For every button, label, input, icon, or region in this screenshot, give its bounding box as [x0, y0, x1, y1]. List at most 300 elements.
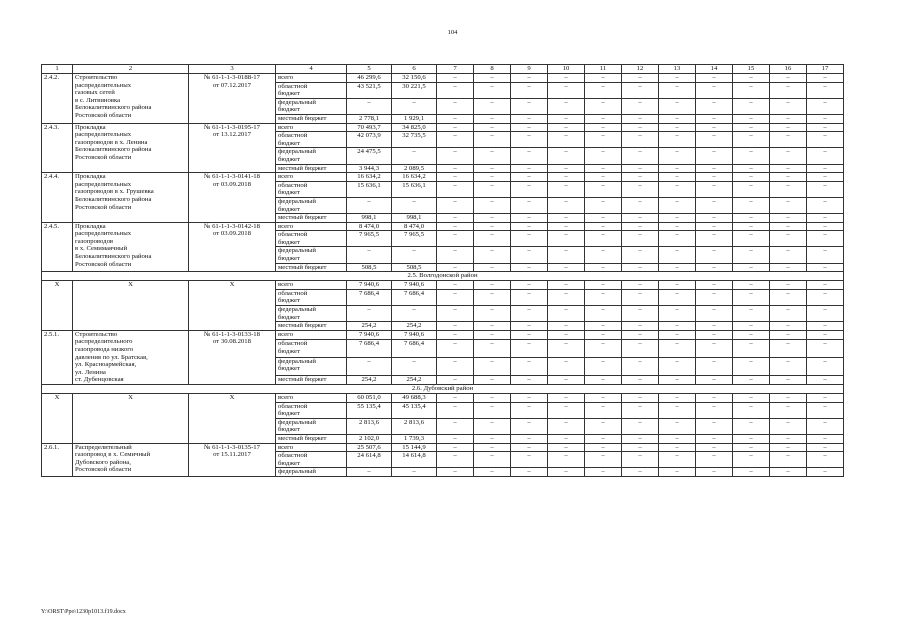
- value-col10: –: [548, 197, 585, 213]
- value-col7: –: [437, 322, 474, 331]
- funding-source-line: федеральный: [278, 247, 316, 255]
- funding-source-line: местный бюджет: [278, 434, 327, 442]
- item-number: 2.4.3.: [42, 123, 73, 173]
- value-col8: –: [474, 148, 511, 164]
- value-col5: 43 521,5: [347, 82, 392, 98]
- object-name-line: газопроводов в х. Ленина: [75, 138, 148, 146]
- value-col11: –: [585, 322, 622, 331]
- value-col9: –: [511, 98, 548, 114]
- value-col13: –: [659, 340, 696, 358]
- funding-source-line: областной: [278, 289, 308, 297]
- value-col9: –: [511, 402, 548, 418]
- object-name: [73, 173, 189, 223]
- value-col8: –: [474, 181, 511, 197]
- value-col9: –: [511, 82, 548, 98]
- value-col7: –: [437, 222, 474, 231]
- value-col8: –: [474, 82, 511, 98]
- value-col14: –: [696, 231, 733, 247]
- value-col12: –: [622, 340, 659, 358]
- value-col14: –: [696, 74, 733, 83]
- value-col5: 46 299,6: [347, 74, 392, 83]
- funding-source: [276, 357, 347, 375]
- object-name-line: Прокладка: [75, 123, 106, 131]
- value-col13: –: [659, 330, 696, 339]
- value-col6: –: [392, 468, 437, 477]
- value-col8: –: [474, 434, 511, 443]
- value-col7: –: [437, 330, 474, 339]
- value-col10: –: [548, 132, 585, 148]
- funding-source: [276, 393, 347, 402]
- funding-source-line: бюджет: [278, 106, 300, 114]
- object-name: [73, 222, 189, 272]
- table-row: [42, 281, 844, 290]
- value-col14: –: [696, 357, 733, 375]
- value-col11: –: [585, 247, 622, 263]
- value-col15: –: [733, 468, 770, 477]
- value-col10: –: [548, 263, 585, 272]
- value-col5: 7 940,6: [347, 281, 392, 290]
- object-name-line: Белокалитвинского района: [75, 104, 152, 112]
- table-row: [42, 74, 844, 83]
- value-col16: –: [770, 132, 807, 148]
- value-col8: –: [474, 222, 511, 231]
- value-col11: –: [585, 222, 622, 231]
- value-col17: –: [807, 306, 844, 322]
- value-col15: –: [733, 289, 770, 305]
- object-name-line: ул. Ленина: [75, 368, 106, 376]
- column-number: 12: [622, 65, 659, 74]
- value-col14: –: [696, 330, 733, 339]
- value-col14: –: [696, 214, 733, 223]
- value-col15: –: [733, 74, 770, 83]
- value-col9: –: [511, 173, 548, 182]
- funding-source: [276, 173, 347, 182]
- value-col10: –: [548, 98, 585, 114]
- value-col10: –: [548, 468, 585, 477]
- funding-source-line: местный бюджет: [278, 214, 327, 222]
- value-col12: –: [622, 263, 659, 272]
- value-col5: 60 051,0: [347, 393, 392, 402]
- value-col12: –: [622, 375, 659, 384]
- value-col5: 25 507,6: [347, 443, 392, 452]
- value-col6: 1 739,3: [392, 434, 437, 443]
- table-row: [42, 393, 844, 402]
- item-number: 2.4.4.: [42, 173, 73, 223]
- object-name-line: Строительство: [75, 74, 118, 81]
- object-name: [73, 281, 189, 331]
- value-col14: –: [696, 82, 733, 98]
- value-col6: –: [392, 197, 437, 213]
- value-col15: –: [733, 148, 770, 164]
- value-col15: –: [733, 164, 770, 173]
- value-col13: –: [659, 443, 696, 452]
- funding-source-line: местный бюджет: [278, 375, 327, 383]
- document-line: от 30.08.2018: [213, 338, 251, 346]
- value-col9: –: [511, 132, 548, 148]
- value-col9: –: [511, 330, 548, 339]
- value-col13: –: [659, 164, 696, 173]
- funding-source-line: местный бюджет: [278, 263, 327, 271]
- value-col6: 7 965,5: [392, 231, 437, 247]
- funding-source: [276, 322, 347, 331]
- funding-source: [276, 434, 347, 443]
- value-col15: –: [733, 443, 770, 452]
- value-col10: –: [548, 340, 585, 358]
- value-col10: –: [548, 231, 585, 247]
- value-col16: –: [770, 468, 807, 477]
- value-col16: –: [770, 289, 807, 305]
- value-col9: –: [511, 123, 548, 132]
- funding-source-line: местный бюджет: [278, 164, 327, 172]
- column-number: 16: [770, 65, 807, 74]
- value-col17: –: [807, 98, 844, 114]
- object-name-line: Дубовского района,: [75, 458, 131, 466]
- funding-source: [276, 222, 347, 231]
- value-col12: –: [622, 330, 659, 339]
- section-title: 2.5. Волгодонской район: [42, 272, 844, 281]
- value-col10: –: [548, 418, 585, 434]
- funding-source-line: федеральный: [278, 98, 316, 106]
- column-number: 13: [659, 65, 696, 74]
- value-col16: –: [770, 375, 807, 384]
- value-col12: –: [622, 82, 659, 98]
- value-col7: –: [437, 247, 474, 263]
- value-col15: –: [733, 322, 770, 331]
- value-col8: –: [474, 281, 511, 290]
- object-name-line: ул. Красноармейская,: [75, 361, 137, 369]
- object-name-line: газопровода низкого: [75, 346, 134, 353]
- value-col9: –: [511, 148, 548, 164]
- object-name-line: газовых сетей: [75, 89, 115, 97]
- value-col7: –: [437, 402, 474, 418]
- value-col8: –: [474, 375, 511, 384]
- value-col10: –: [548, 148, 585, 164]
- object-name-line: газопровод в х. Семичный: [75, 451, 151, 459]
- value-col15: –: [733, 114, 770, 123]
- value-col12: –: [622, 418, 659, 434]
- value-col11: –: [585, 340, 622, 358]
- value-col15: –: [733, 214, 770, 223]
- value-col14: –: [696, 173, 733, 182]
- value-col15: –: [733, 306, 770, 322]
- value-col9: –: [511, 468, 548, 477]
- funding-source: [276, 247, 347, 263]
- value-col16: –: [770, 418, 807, 434]
- funding-source: [276, 281, 347, 290]
- value-col8: –: [474, 357, 511, 375]
- document-line: X: [229, 281, 235, 289]
- value-col9: –: [511, 393, 548, 402]
- value-col7: –: [437, 82, 474, 98]
- column-number: 7: [437, 65, 474, 74]
- funding-source: [276, 181, 347, 197]
- value-col14: –: [696, 468, 733, 477]
- value-col7: –: [437, 452, 474, 468]
- value-col12: –: [622, 132, 659, 148]
- value-col14: –: [696, 289, 733, 305]
- value-col10: –: [548, 222, 585, 231]
- funding-source-line: всего: [278, 173, 294, 181]
- item-number: 2.4.2.: [42, 74, 73, 124]
- value-col5: 7 965,5: [347, 231, 392, 247]
- funding-source-line: областной: [278, 181, 308, 189]
- value-col5: 42 073,9: [347, 132, 392, 148]
- value-col17: –: [807, 173, 844, 182]
- value-col8: –: [474, 98, 511, 114]
- value-col8: –: [474, 402, 511, 418]
- funding-source: [276, 164, 347, 173]
- value-col9: –: [511, 197, 548, 213]
- value-col11: –: [585, 443, 622, 452]
- object-name: [73, 123, 189, 173]
- document-line: от 03.09.2018: [213, 180, 251, 188]
- item-number: 2.6.1.: [42, 443, 73, 476]
- funding-source-line: бюджет: [278, 189, 300, 197]
- item-number: X: [42, 393, 73, 443]
- value-col14: –: [696, 197, 733, 213]
- value-col6: –: [392, 357, 437, 375]
- funding-source-line: федеральный: [278, 468, 316, 476]
- value-col12: –: [622, 434, 659, 443]
- value-col7: –: [437, 231, 474, 247]
- value-col6: 49 688,3: [392, 393, 437, 402]
- value-col11: –: [585, 132, 622, 148]
- value-col15: –: [733, 330, 770, 339]
- funding-source: [276, 114, 347, 123]
- value-col16: –: [770, 197, 807, 213]
- object-name-line: в х. Семимаячный: [75, 245, 128, 253]
- column-number-row: [42, 65, 844, 74]
- value-col12: –: [622, 197, 659, 213]
- value-col5: 15 636,1: [347, 181, 392, 197]
- value-col17: –: [807, 164, 844, 173]
- value-col13: –: [659, 322, 696, 331]
- value-col5: 7 940,6: [347, 330, 392, 339]
- value-col12: –: [622, 114, 659, 123]
- document-line: от 13.12.2017: [213, 131, 251, 139]
- funding-source-line: бюджет: [278, 297, 300, 305]
- funding-source-line: бюджет: [278, 347, 300, 355]
- funding-source-line: бюджет: [278, 410, 300, 418]
- document-line: № 61-1-1-3-0141-18: [204, 173, 260, 181]
- value-col8: –: [474, 393, 511, 402]
- value-col12: –: [622, 181, 659, 197]
- value-col13: –: [659, 173, 696, 182]
- value-col16: –: [770, 340, 807, 358]
- value-col15: –: [733, 402, 770, 418]
- value-col15: –: [733, 263, 770, 272]
- funding-source: [276, 82, 347, 98]
- document-line: № 61-1-1-3-0142-18: [204, 222, 260, 230]
- value-col17: –: [807, 402, 844, 418]
- value-col14: –: [696, 123, 733, 132]
- value-col5: 16 634,2: [347, 173, 392, 182]
- value-col6: 7 940,6: [392, 330, 437, 339]
- value-col9: –: [511, 281, 548, 290]
- value-col9: –: [511, 340, 548, 358]
- value-col17: –: [807, 434, 844, 443]
- value-col6: 508,5: [392, 263, 437, 272]
- document-line: X: [229, 393, 235, 401]
- value-col10: –: [548, 322, 585, 331]
- value-col5: –: [347, 357, 392, 375]
- expertise-document: [189, 393, 276, 443]
- value-col10: –: [548, 114, 585, 123]
- funding-source-line: всего: [278, 281, 294, 289]
- value-col16: –: [770, 164, 807, 173]
- object-name-line: газопроводов в х. Грушевка: [75, 188, 154, 196]
- value-col10: –: [548, 393, 585, 402]
- value-col10: –: [548, 74, 585, 83]
- value-col17: –: [807, 74, 844, 83]
- value-col13: –: [659, 98, 696, 114]
- funding-source-line: бюджет: [278, 90, 300, 98]
- value-col8: –: [474, 418, 511, 434]
- document-line: № 61-1-1-3-0188-17: [204, 74, 260, 81]
- object-name-line: в с. Литвиновка: [75, 96, 121, 104]
- value-col8: –: [474, 247, 511, 263]
- value-col15: –: [733, 181, 770, 197]
- value-col14: –: [696, 222, 733, 231]
- funding-source-line: бюджет: [278, 426, 300, 434]
- funding-source: [276, 263, 347, 272]
- value-col12: –: [622, 231, 659, 247]
- value-col14: –: [696, 418, 733, 434]
- value-col16: –: [770, 330, 807, 339]
- value-col13: –: [659, 375, 696, 384]
- value-col6: 32 150,6: [392, 74, 437, 83]
- value-col11: –: [585, 197, 622, 213]
- value-col13: –: [659, 214, 696, 223]
- value-col12: –: [622, 74, 659, 83]
- funding-source-line: местный бюджет: [278, 114, 327, 122]
- value-col17: –: [807, 148, 844, 164]
- value-col5: 24 475,5: [347, 148, 392, 164]
- value-col14: –: [696, 452, 733, 468]
- value-col6: –: [392, 148, 437, 164]
- value-col15: –: [733, 247, 770, 263]
- funding-source-line: всего: [278, 443, 294, 451]
- value-col6: 254,2: [392, 322, 437, 331]
- value-col5: 55 135,4: [347, 402, 392, 418]
- funding-source-line: бюджет: [278, 365, 300, 373]
- value-col17: –: [807, 181, 844, 197]
- object-name: [73, 74, 189, 124]
- value-col7: –: [437, 306, 474, 322]
- value-col15: –: [733, 173, 770, 182]
- value-col17: –: [807, 330, 844, 339]
- value-col16: –: [770, 434, 807, 443]
- funding-source-line: бюджет: [278, 459, 300, 467]
- value-col6: –: [392, 98, 437, 114]
- value-col11: –: [585, 434, 622, 443]
- value-col7: –: [437, 434, 474, 443]
- value-col12: –: [622, 164, 659, 173]
- value-col5: 2 102,0: [347, 434, 392, 443]
- object-name-line: Ростовской области: [75, 203, 132, 211]
- value-col13: –: [659, 114, 696, 123]
- table-row: [42, 123, 844, 132]
- value-col15: –: [733, 231, 770, 247]
- object-name: [73, 443, 189, 476]
- value-col16: –: [770, 306, 807, 322]
- value-col8: –: [474, 123, 511, 132]
- value-col16: –: [770, 452, 807, 468]
- value-col10: –: [548, 443, 585, 452]
- funding-source: [276, 123, 347, 132]
- value-col5: –: [347, 468, 392, 477]
- value-col10: –: [548, 375, 585, 384]
- value-col15: –: [733, 418, 770, 434]
- value-col10: –: [548, 434, 585, 443]
- funding-source-line: всего: [278, 123, 294, 131]
- value-col12: –: [622, 123, 659, 132]
- value-col14: –: [696, 443, 733, 452]
- value-col7: –: [437, 281, 474, 290]
- column-number: 4: [276, 65, 347, 74]
- funding-source: [276, 289, 347, 305]
- column-number: 10: [548, 65, 585, 74]
- section-row: [42, 272, 844, 281]
- value-col15: –: [733, 281, 770, 290]
- value-col8: –: [474, 214, 511, 223]
- value-col6: 14 614,8: [392, 452, 437, 468]
- value-col15: –: [733, 132, 770, 148]
- value-col5: –: [347, 247, 392, 263]
- item-number: 2.5.1.: [42, 330, 73, 384]
- value-col12: –: [622, 98, 659, 114]
- value-col15: –: [733, 434, 770, 443]
- value-col15: –: [733, 357, 770, 375]
- expertise-document: [189, 330, 276, 384]
- value-col17: –: [807, 263, 844, 272]
- value-col6: 32 735,5: [392, 132, 437, 148]
- value-col13: –: [659, 418, 696, 434]
- column-number: 11: [585, 65, 622, 74]
- value-col17: –: [807, 357, 844, 375]
- value-col16: –: [770, 231, 807, 247]
- value-col14: –: [696, 306, 733, 322]
- value-col12: –: [622, 214, 659, 223]
- section-title: 2.6. Дубовский район: [42, 384, 844, 393]
- value-col10: –: [548, 452, 585, 468]
- value-col16: –: [770, 214, 807, 223]
- funding-source-line: всего: [278, 222, 294, 230]
- value-col5: –: [347, 197, 392, 213]
- value-col12: –: [622, 468, 659, 477]
- value-col6: 8 474,0: [392, 222, 437, 231]
- value-col11: –: [585, 418, 622, 434]
- value-col5: 508,5: [347, 263, 392, 272]
- value-col16: –: [770, 281, 807, 290]
- value-col6: 1 929,1: [392, 114, 437, 123]
- value-col8: –: [474, 330, 511, 339]
- value-col6: 998,1: [392, 214, 437, 223]
- value-col11: –: [585, 357, 622, 375]
- value-col11: –: [585, 173, 622, 182]
- value-col5: 7 686,4: [347, 289, 392, 305]
- value-col8: –: [474, 340, 511, 358]
- value-col14: –: [696, 247, 733, 263]
- value-col14: –: [696, 402, 733, 418]
- value-col12: –: [622, 148, 659, 164]
- object-name-line: Ростовской области: [75, 260, 132, 268]
- value-col16: –: [770, 123, 807, 132]
- value-col10: –: [548, 306, 585, 322]
- value-col14: –: [696, 114, 733, 123]
- value-col8: –: [474, 289, 511, 305]
- value-col13: –: [659, 197, 696, 213]
